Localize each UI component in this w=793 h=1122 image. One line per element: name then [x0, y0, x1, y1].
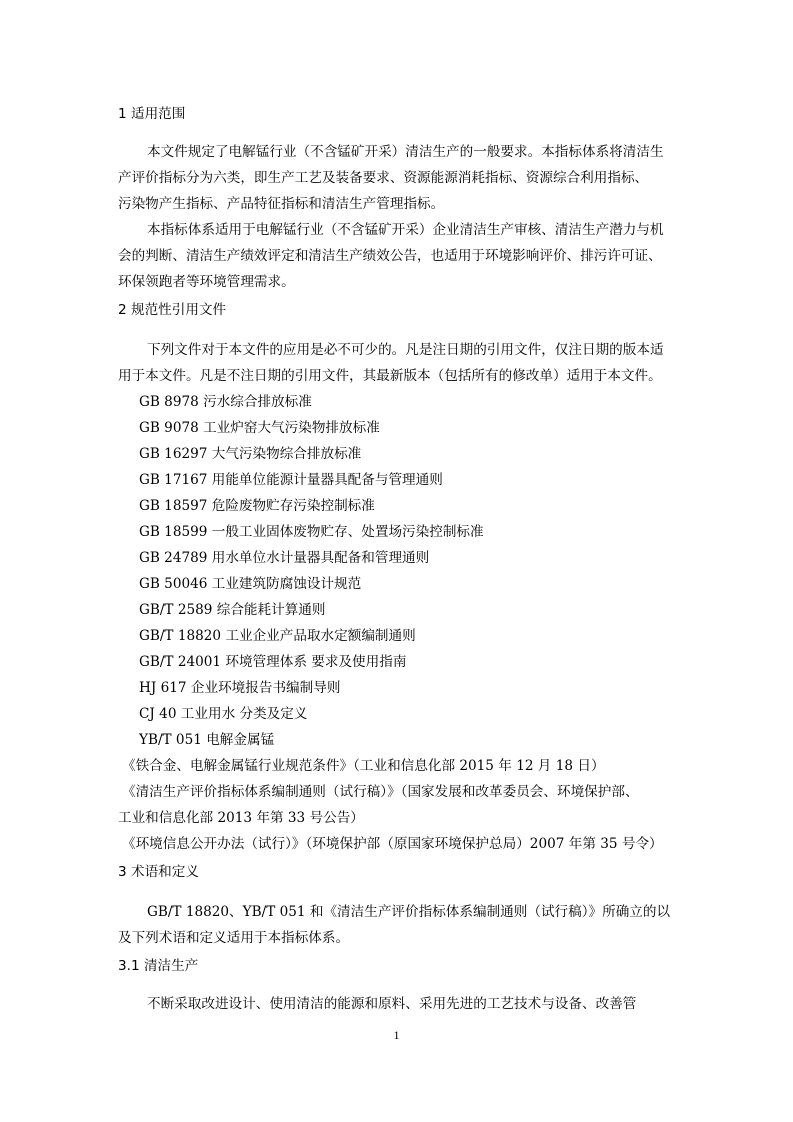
- section-1-paragraph-2-line-3: 环保领跑者等环境管理需求。: [118, 274, 295, 290]
- section-3-paragraph-line-2: 及下列术语和定义适用于本指标体系。: [118, 930, 350, 946]
- reference-item: CJ 40 工业用水 分类及定义: [139, 706, 308, 722]
- reference-item: GB/T 24001 环境管理体系 要求及使用指南: [139, 654, 407, 670]
- reference-item: GB/T 18820 工业企业产品取水定额编制通则: [139, 628, 416, 644]
- page-number: 1: [393, 1028, 400, 1042]
- section-2-intro-line-1: 下列文件对于本文件的应用是必不可少的。凡是注日期的引用文件，仅注日期的版本适: [147, 342, 664, 358]
- section-1-heading: 1 适用范围: [118, 106, 186, 122]
- section-3-paragraph-line-1: GB/T 18820、YB/T 051 和《清洁生产评价指标体系编制通则（试行稿）》所确立的以: [147, 904, 671, 920]
- reference-item: GB 18599 一般工业固体废物贮存、处置场污染控制标准: [139, 524, 484, 540]
- reference-item: GB 16297 大气污染物综合排放标准: [139, 446, 362, 462]
- reference-item: GB 9078 工业炉窑大气污染物排放标准: [139, 420, 380, 436]
- section-3-1-heading: 3.1 清洁生产: [118, 958, 199, 974]
- reference-document: 《环境信息公开办法（试行）》（环境保护部（原国家环境保护总局）2007 年第 35 号令）: [122, 836, 663, 852]
- reference-item: GB/T 2589 综合能耗计算通则: [139, 602, 326, 618]
- reference-item: YB/T 051 电解金属锰: [139, 732, 275, 748]
- reference-item: GB 18597 危险废物贮存污染控制标准: [139, 498, 375, 514]
- section-1-paragraph-2-line-1: 本指标体系适用于电解锰行业（不含锰矿开采）企业清洁生产审核、清洁生产潜力与机: [147, 222, 664, 238]
- section-2-heading: 2 规范性引用文件: [118, 302, 227, 318]
- reference-document-continuation: 工业和信息化部 2013 年第 33 号公告）: [118, 810, 364, 826]
- section-1-paragraph-1-line-1: 本文件规定了电解锰行业（不含锰矿开采）清洁生产的一般要求。本指标体系将清洁生: [147, 144, 664, 160]
- reference-document: 《铁合金、电解金属锰行业规范条件》（工业和信息化部 2015 年 12 月 18 日）: [122, 758, 605, 774]
- reference-document: 《清洁生产评价指标体系编制通则（试行稿）》（国家发展和改革委员会、环境保护部、: [122, 784, 639, 800]
- reference-item: GB 8978 污水综合排放标准: [139, 394, 312, 410]
- reference-item: GB 50046 工业建筑防腐蚀设计规范: [139, 576, 362, 592]
- section-1-paragraph-1-line-3: 污染物产生指标、产品特征指标和清洁生产管理指标。: [118, 196, 445, 212]
- reference-item: GB 17167 用能单位能源计量器具配备与管理通则: [139, 472, 443, 488]
- section-1-paragraph-2-line-2: 会的判断、清洁生产绩效评定和清洁生产绩效公告，也适用于环境影响评价、排污许可证、: [118, 248, 662, 264]
- reference-item: GB 24789 用水单位水计量器具配备和管理通则: [139, 550, 430, 566]
- section-3-heading: 3 术语和定义: [118, 864, 199, 880]
- section-3-1-paragraph-line-1: 不断采取改进设计、使用清洁的能源和原料、采用先进的工艺技术与设备、改善管: [147, 996, 637, 1012]
- section-1-paragraph-1-line-2: 产评价指标分为六类，即生产工艺及装备要求、资源能源消耗指标、资源综合利用指标、: [118, 170, 649, 186]
- reference-item: HJ 617 企业环境报告书编制导则: [139, 680, 341, 696]
- section-2-intro-line-2: 用于本文件。凡是不注日期的引用文件，其最新版本（包括所有的修改单）适用于本文件。: [118, 368, 662, 384]
